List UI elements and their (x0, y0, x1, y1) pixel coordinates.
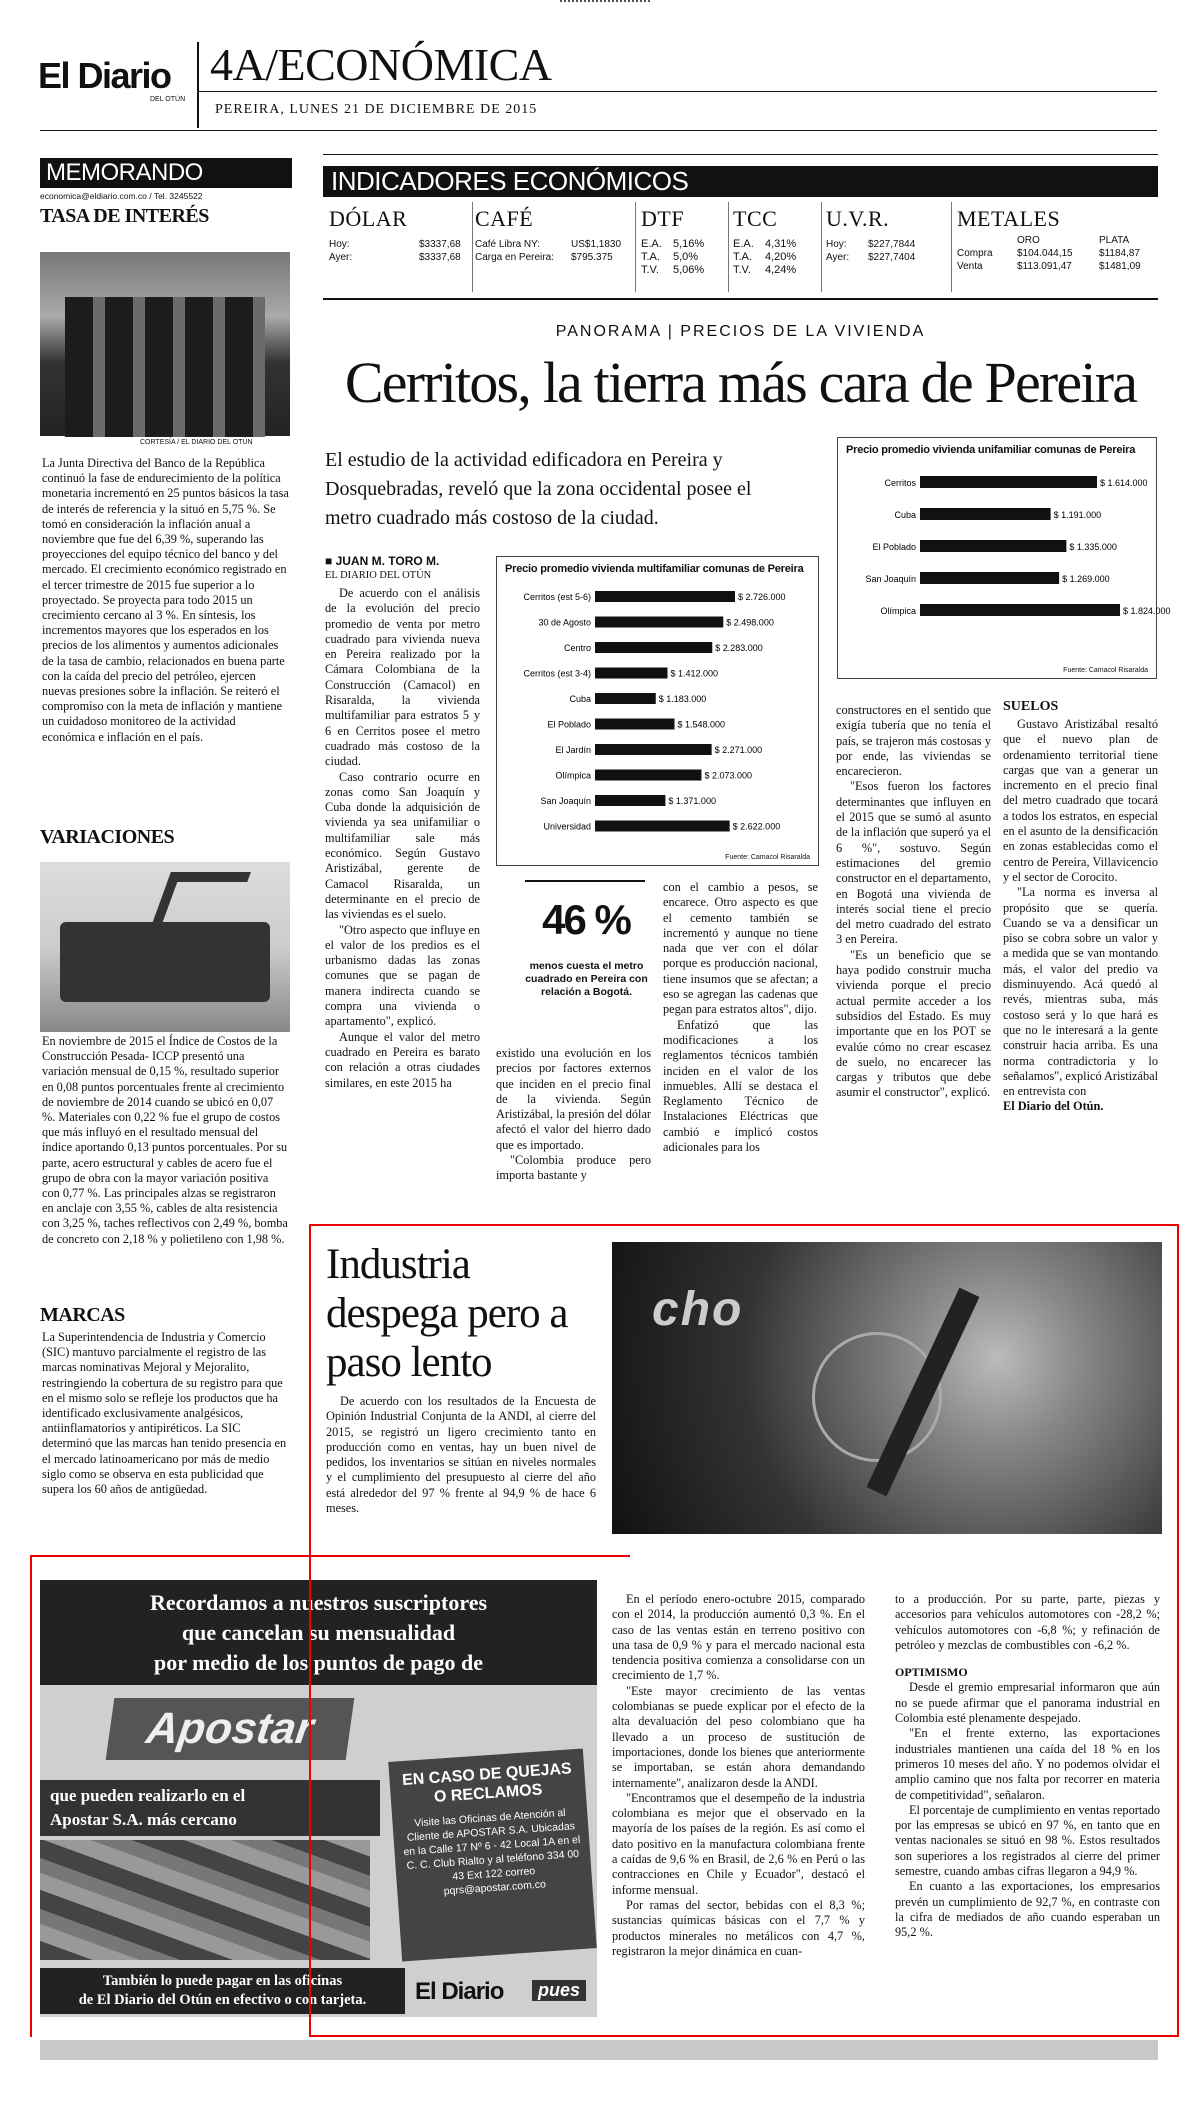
metales-label: METALES (957, 206, 1061, 231)
article1-col4: constructores en el sentido que exigía tubería que no tenía el país, se trajeron más costosas y por ende, las viviendas se encarecieron. "Esos fueron los factores determinantes que influyen en el 2015 que se sumó al asunto de la inflación que superó ya el 6 %", sostuvo. Según estimaciones del gremio constructor en el departamento, en Bogotá una vivienda de interés social tiene el precio del metro cuadrado del estrato 3 en Pereira. "Es un beneficio que se haya podido construir mucha vivienda porque el precio actual permite acceder a los subsidios del Estado. Es muy importante que en los POT se evalúe cómo no crear escasez de suelo, no encarecer las cargas y tributos que debe asumir el constructor", explicó. (836, 703, 992, 1100)
suelos-title: SUELOS (1003, 699, 1059, 714)
headline-cerritos: Cerritos, la tierra más cara de Pereira (344, 350, 1137, 415)
marcas-title: MARCAS (40, 1304, 125, 1326)
chart-bar (920, 604, 1120, 616)
photo-credit: CORTESÍA / EL DIARIO DEL OTÚN (140, 439, 253, 446)
indicadores-title: INDICADORES ECONÓMICOS (323, 166, 1158, 197)
headline-industria: Industria despega pero a paso lento (326, 1241, 568, 1386)
uvr-label: U.V.R. (826, 206, 890, 231)
ad-line5: Apostar S.A. más cercano (50, 1810, 237, 1829)
chart-value-label: $ 1.269.000 (1062, 574, 1110, 584)
chart2-svg (838, 466, 1171, 666)
masthead-rule-bottom (40, 130, 1157, 131)
chart-bar (595, 770, 701, 781)
chart-category-label: El Poblado (547, 719, 591, 730)
optimismo-title: OPTIMISMO (895, 1665, 968, 1680)
masthead-logo: El Diario (38, 55, 171, 96)
ad-magazines (40, 1840, 370, 1960)
dolar-label: DÓLAR (329, 206, 408, 231)
article1-col3: con el cambio a pesos, se encarece. Otro aspecto es que el cemento también se incrementó y aunque no tiene nada que ver con el dólar porque es producción nacional, tiene insumos que se afectan; a eso se agregan las cadenas que pegan para estratos altos", dijo. Enfatizó que las modificaciones a los reglamentos técnicos también inciden en el valor de los inmuebles. Allí se destaca el Reglamento Técnico de Instalaciones Eléctricas que cambió e implicó costos adicionales para los (663, 880, 818, 1155)
chart-category-label: 30 de Agosto (538, 617, 591, 628)
chart-multifamiliar (496, 556, 819, 866)
chart-bar (595, 795, 665, 806)
industria-col1: En el período enero-octubre 2015, comparado con el 2014, la producción aumentó 0,3 %. En el caso de las ventas están en terreno positivo con una tasa de 0,9 % y para el mercado nacional esta tendencia positiva comienza a consolidarse con un crecimiento de 1,7 %. "Este mayor crecimiento de las ventas colombianas se puede explicar por el efecto de la alta devaluación del peso colombiano que ha llevado a un proceso de sustitución de importaciones, donde los bienes que anteriormente se importaban, se están ahora demandando internamente", analizaron desde la ANDI. "Encontramos que el desempeño de la industria colombiana es mejor que el observado en la mayoría de los países de la región. Es así como el dato positivo en la manufactura colombiana frente a caídas de 9,6 % en Brasil, de 2,6 % en Perú o las contracciones en Chile y Ecuador", destacó el informe mensual. Por ramas del sector, bebidas con el 8,3 %; sustancias químicas básicas con el 7,7 % y productos minerales no metálicos con 4,7 %, registraron la mejor dinámica en cuan- (612, 1592, 865, 1958)
chart-category-label: El Poblado (872, 542, 916, 552)
kicker: PANORAMA | PRECIOS DE LA VIVIENDA (555, 323, 926, 340)
chart-value-label: $ 2.726.000 (738, 592, 786, 602)
chart-value-label: $ 1.335.000 (1069, 542, 1117, 552)
chart-category-label: Olímpica (880, 606, 916, 616)
chart-value-label: $ 2.283.000 (715, 643, 763, 653)
chart-value-label: $ 1.371.000 (668, 796, 716, 806)
chart-bar (595, 591, 735, 602)
chart-value-label: $ 1.614.000 (1099, 478, 1148, 488)
top-dots (560, 0, 650, 3)
chart-value-label: $ 1.191.000 (1053, 510, 1102, 520)
variaciones-title: VARIACIONES (40, 826, 175, 848)
marcas-text: La Superintendencia de Industria y Comercio (SIC) mantuvo parcialmente el registro de las marcas nominativas Mejoral y Mejoralito, restringiendo la cobertura de su registro para que en el mismo solo se refleje los productos que ha identificado exclusivamente analgésicos, antiinflamatorios y antipiréticos. La SIC determinó que las marcas han tenido presencia en el mercado latinoamericano por más de medio siglo como se observa en esta publicidad que supera los 60 años de antigüedad. (42, 1330, 287, 1497)
chart-value-label: $ 1.824.000 (1123, 606, 1171, 616)
memorando-title: MEMORANDO (40, 158, 292, 188)
stat-value: 46 % (542, 896, 630, 943)
article1-col5: Gustavo Aristizábal resaltó que el nuevo plan de ordenamiento territorial tiene cargas que van a generar un incremento en el precio final del metro cuadrado que tocará a todos los estratos, en especial en el asunto de la densificación en zonas establecidas como el centro de Pereira, Villavicencio y el sector de Corocito. "La norma es inversa al propósito que se quería. Cuando se va a densificar un piso se cobra sobre un valor y a medida que se van montando más, el valor del predio va disminuyendo. Acá quedó al revés, mientras suba, más costoso será y lo que hará es que no le interesará a la gente construir hacia arriba. Es una norma contradictoria y lo señalamos", explicó Aristizábal en entrevista con El Diario del Otún. (1003, 717, 1158, 1114)
chart1-title: Precio promedio vivienda multifamiliar comunas de Pereira (505, 563, 804, 575)
chart-bar (920, 540, 1066, 552)
chart-category-label: Universidad (543, 821, 591, 832)
chart-value-label: $ 1.412.000 (670, 668, 719, 679)
dateline: PEREIRA, LUNES 21 DE DICIEMBRE DE 2015 (215, 102, 538, 117)
chart-bar (595, 617, 723, 628)
ad-line3: por medio de los puntos de pago de (153, 1650, 484, 1675)
tasa-title: TASA DE INTERÉS (40, 205, 209, 227)
ad-bottom2: de El Diario del Otún en efectivo o con tarjeta. (78, 1992, 367, 2008)
chart2-title: Precio promedio vivienda unifamiliar comunas de Pereira (846, 444, 1136, 456)
stat-text: menos cuesta el metro cuadrado en Pereira con relación a Bogotá. (525, 960, 648, 998)
chart1-source: Fuente: Camacol Risaralda (725, 854, 810, 861)
memorando-contact: economica@eldiario.com.co / Tel. 3245522 (40, 191, 203, 201)
chart-bar (920, 572, 1059, 584)
chart-value-label: $ 2.271.000 (714, 745, 763, 755)
dtf-label: DTF (641, 206, 685, 231)
chart-bar (920, 508, 1051, 520)
section-title: 4A/ECONÓMICA (210, 39, 552, 90)
article1-col2: existido una evolución en los precios por factores externos que inciden en el precio final de la vivienda. Según Aristizábal, la presión del dólar afectó el valor del hierro dado que es importado. "Colombia produce pero importa bastante y (496, 1046, 651, 1183)
ind-rule-top (323, 154, 1158, 155)
chart-category-label: El Jardín (555, 745, 591, 755)
ad-line1: Recordamos a nuestros suscriptores (149, 1590, 488, 1615)
apostar-ad (40, 1580, 597, 2017)
masthead-vrule (197, 42, 199, 128)
banco-photo (40, 252, 290, 436)
chart-category-label: Cerritos (884, 478, 916, 488)
construction-photo (40, 862, 290, 1032)
chart-category-label: San Joaquín (540, 796, 591, 806)
chart-category-label: Centro (563, 643, 591, 653)
chart-bar (595, 719, 675, 730)
chart-category-label: Cerritos (est 3-4) (523, 668, 591, 679)
ad-line4: que pueden realizarlo en el (50, 1786, 246, 1805)
ad-complaints-box: EN CASO DE QUEJAS O RECLAMOS Visite las Oficinas de Atención al Cliente de APOSTAR S.A. Ubicadas en la Calle 17 Nº 6 - 42 Local 1A en el C. C. Club Rialto y al teléfono 334 00 43 Ext 122 correo pqrs@apostar.com.co (388, 1748, 596, 1961)
chart1-svg (497, 585, 818, 855)
industry-photo: cho (612, 1242, 1162, 1534)
article1-col1: De acuerdo con el análisis de la evolución del precio promedio de venta por metro cuadrado para vivienda nueva en Pereira realizado por la Cámara Colombiana de la Construcción (Camacol) en Risaralda, la vivienda multifamiliar para estratos 5 y 6 en Cerritos posee el metro cuadrado más costoso de la ciudad. Caso contrario ocurre en zonas como San Joaquín y Cuba donde la adquisición de vivienda ya sea unifamiliar o multifamiliar sale más económico. Según Gustavo Aristizábal, gerente de Camacol Risaralda, un determinante en el precio de las viviendas es el suelo. "Otro aspecto que influye en el valor de los predios es el urbanismo dadas las zonas comunes que se pagan de manera indirecta cuando se compra una vivienda o apartamento", explicó. Aunque el valor del metro cuadrado en Pereira es barato con relación a otras ciudades similares, en este 2015 ha (325, 586, 480, 1090)
chart-bar (595, 693, 656, 704)
tcc-label: TCC (733, 206, 778, 231)
chart-category-label: Olímpica (555, 770, 591, 781)
ad-eldiario-logo: El Diario (415, 1978, 504, 2005)
ad-line2: que cancelan su mensualidad (181, 1620, 456, 1645)
chart-bar (595, 821, 730, 832)
indicadores-table: DÓLAR Hoy: $3337,68 Ayer: $3337,68 CAFÉ Café Libra NY: US$1,1830 Carga en Pereira: $795.375 DTF E.A. 5,16% T.A. 5,0% T.V. 5,06% TCC E.A. 4,31% T.A. 4,20% T.V. 4,24% U.V.R. Hoy: $227,7844 Ayer: $227,7404 METALES ORO PLATA Compra $104.044,15 $1184,87 Venta $113.091,47 $1481,09 (323, 202, 1158, 300)
chart-category-label: Cuba (569, 694, 591, 704)
chart2-source: Fuente: Camacol Risaralda (1063, 667, 1148, 674)
stat-rule (525, 880, 645, 882)
masthead-logo-sub: DEL OTÚN (150, 96, 186, 103)
chart-value-label: $ 1.183.000 (658, 694, 707, 704)
industria-lead: De acuerdo con los resultados de la Encuesta de Opinión Industrial Conjunta de la ANDI, al cierre del 2015, se registró un ligero crecimiento tanto en producción como en ventas, hay un buen nivel de pedidos, los inventarios se sitúan en niveles normales y el cumplimiento del presupuesto al cierre del año está alrededor del 97 % frente al 94,9 % de hace 6 meses. (326, 1394, 596, 1516)
chart-bar (920, 476, 1097, 488)
tasa-text: La Junta Directiva del Banco de la República continuó la fase de endurecimiento de la política monetaria incrementó en 25 puntos básicos la tasa de interés de referencia y la situó en 5,75 %. Se tomó en consideración la inflación anual a noviembre que fue del 6,39 %, superando las proyecciones del equipo técnico del banco y del mercado. El crecimiento económico registrado en el tercer trimestre de 2015 fue superior a lo proyectado. Se proyecta para todo 2015 un crecimiento cercano al 3 %. En síntesis, los incrementos mayores que los esperados en los precios de los alimentos y aumentos adicionales de la tasa de cambio, relacionados en buena parte con la caída del precio del petróleo, ejercen nuevas presiones sobre la inflación. Se reiteró el compromiso con la meta de inflación y mantiene un cuidadoso monitoreo de la actividad económica e inflación en el país. (42, 456, 289, 744)
chart-bar (595, 744, 712, 755)
byline: ■ JUAN M. TORO M. (325, 554, 440, 568)
chart-value-label: $ 2.622.000 (732, 821, 781, 832)
ad-pues-logo: pues (532, 1980, 586, 2001)
chart-unifamiliar (837, 437, 1171, 679)
variaciones-text: En noviembre de 2015 el Índice de Costos de la Construcción Pesada- ICCP presentó una variación mensual de 0,15 %, resultado superior en 0,08 puntos porcentuales frente al crecimiento de noviembre de 2014 cuando se ubicó en 0,07 %. Materiales con 0,22 % fue el grupo de costos que más influyó en el resultado mensual del índice aportando 0,13 puntos porcentuales. Por su parte, acero estructural y cables de acero fue el grupo de obra con la mayor variación positiva con 0,77 %. Las principales alzas se registraron en anclaje con 3,55 %, cables de alta resistencia con 3,25 %, taches reflectivos con 2,49 %, bomba de concreto con 2,18 % y polietileno con 1,98 %. (42, 1034, 288, 1246)
byline-2: EL DIARIO DEL OTÚN (325, 570, 432, 581)
chart-value-label: $ 2.498.000 (726, 617, 774, 628)
chart-category-label: Cerritos (est 5-6) (523, 592, 591, 602)
chart-value-label: $ 2.073.000 (704, 770, 753, 781)
industria-col2: to a producción. Por su parte, parte, piezas y accesorios para vehículos automotores con -28,2 %; vehículos automotores con -6,8 %; y refinación de petróleo y mezclas de combustibles con -6,2 %. OPTIMISMO Desde el gremio empresarial informaron que aún no se puede afirmar que el panorama industrial en Colombia esté plenamente despejado. "En el frente externo, las exportaciones industriales mantienen una caída del 18 % en los primeros 10 meses del año. Y no podemos olvidar el amplio camino que nos falta por recorrer en materia de competitividad", señalaron. El porcentaje de cumplimiento en ventas reportado por las empresas se ubicó en 97 %, en tanto que en ventas nacionales se situó en 98 %. Estos resultados son superiores a los registrados al cierre del primer semestre, cuando ambas cifras llegaron a 94,9 %. En cuanto a las exportaciones, los empresarios prevén un cumplimiento de 92,7 %, en contraste con la cifra de mediados de año cuando esperaban un 95,2 %. (895, 1592, 1160, 1940)
chart-bar (595, 668, 668, 679)
masthead-rule (199, 91, 1157, 92)
chart-value-label: $ 1.548.000 (677, 719, 726, 730)
chart-category-label: San Joaquín (865, 574, 916, 584)
chart-category-label: Cuba (894, 510, 916, 520)
apostar-logo: Apostar (106, 1698, 355, 1760)
chart-bar (595, 642, 712, 653)
ad-bottom1: También lo puede pagar en las oficinas (102, 1973, 343, 1989)
bottom-band (40, 2040, 1158, 2060)
cafe-label: CAFÉ (475, 206, 534, 231)
deck: El estudio de la actividad edificadora en Pereira y Dosquebradas, reveló que la zona occidental posee el metro cuadrado más costoso de la ciudad. (325, 449, 752, 529)
